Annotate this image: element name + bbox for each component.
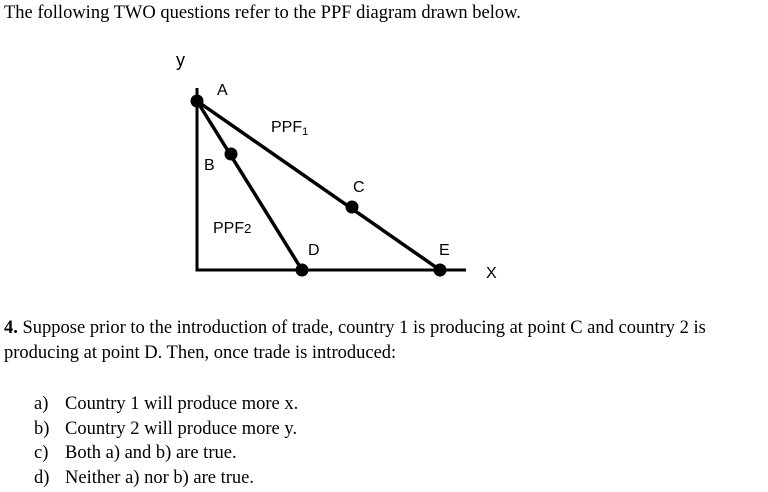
- option-text: Country 2 will produce more y.: [65, 418, 298, 439]
- question: [4, 316, 766, 366]
- ppf1-label-base: PPF: [271, 119, 303, 136]
- y-axis-label: y: [176, 50, 185, 70]
- option-text: Both a) and b) are true.: [65, 443, 237, 463]
- option-c: [34, 441, 298, 466]
- point-b-label: B: [204, 157, 215, 174]
- intro-text: The following TWO questions refer to the PPF diagram drawn below.: [4, 3, 521, 23]
- question-text: Suppose prior to the introduction of trade, country 1 is producing at point C and country 2 is producing at point D. Then, once trade is introduced:: [4, 318, 706, 363]
- point-e-label: E: [439, 242, 450, 259]
- option-d: [34, 466, 298, 491]
- point-c-marker: [346, 201, 359, 214]
- option-letter: c): [34, 443, 49, 463]
- option-letter: a): [34, 394, 49, 414]
- option-a: [34, 392, 298, 417]
- point-c-label: C: [353, 179, 365, 196]
- option-b: [34, 417, 298, 442]
- answer-options: [34, 392, 298, 490]
- option-letter: d): [34, 467, 50, 488]
- point-d-label: D: [308, 242, 320, 259]
- ppf2-label-sub: 2: [244, 221, 252, 236]
- ppf2-label: [213, 220, 251, 237]
- option-letter: b): [34, 418, 50, 439]
- option-text: Country 1 will produce more x.: [65, 394, 299, 414]
- point-b-marker: [225, 148, 238, 161]
- point-a-label: A: [217, 82, 228, 99]
- ppf1-label-sub: 1: [302, 126, 309, 138]
- x-axis-label: X: [486, 265, 497, 282]
- question-number: 4.: [4, 318, 18, 338]
- option-text: Neither a) nor b) are true.: [65, 467, 255, 488]
- point-a-marker: [191, 95, 204, 108]
- ppf2-label-base: PPF: [213, 220, 245, 237]
- point-e-marker: [434, 264, 447, 277]
- ppf1-label: [271, 119, 308, 138]
- point-d-marker: [296, 264, 309, 277]
